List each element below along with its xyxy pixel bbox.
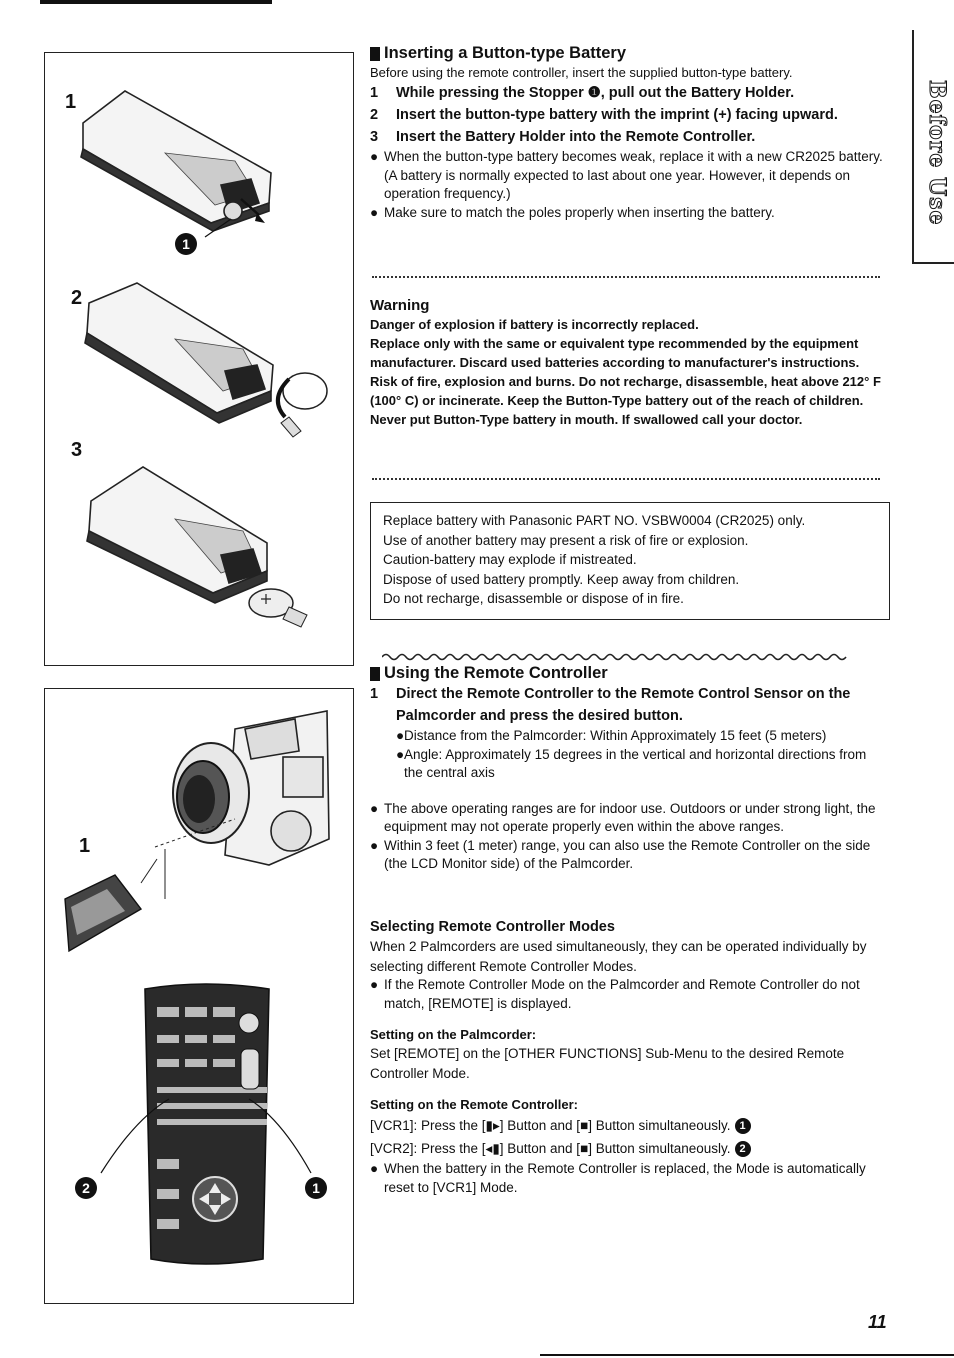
stopper-marker: 1 [175,233,197,255]
bullet-icon: ● [370,1161,379,1176]
dotted-divider [372,276,880,278]
bullet-icon: ● [396,728,405,743]
vcr1-instruction: [VCR1]: Press the [▮▸] Button and [■] Button simultaneously. 1 [370,1114,886,1137]
battery-step-2: 2 Insert the button-type battery with the imprint (+) facing upward. [370,107,838,123]
remote-step-bullet-1: ● Distance from the Palmcorder: Within Approximately 15 feet (5 meters) [396,727,886,746]
remote-usage-figure [44,688,354,1304]
warning-line-3: Risk of fire, explosion and burns. Do not recharge, disassemble, heat above 212° F (100° C) or incinerate. Keep the Button-Type battery out of the reach of children. Never put Button-Type battery in mouth. If swallowed call your doctor. [370,374,881,427]
side-tab [912,30,954,264]
vcr2-marker: 2 [75,1177,97,1199]
figure-step-2: 2 [71,287,83,309]
palmcorder-setting-text: Set [REMOTE] on the [OTHER FUNCTIONS] Sub-Menu to the desired Remote Controller Mode. [370,1046,845,1081]
caution-box [370,502,890,620]
remote-setting-title: Setting on the Remote Controller: [370,1097,578,1112]
section-marker-icon [370,667,380,681]
modes-bullet: ● If the Remote Controller Mode on the Palmcorder and Remote Controller do not match, [REMOTE] is displayed. [370,976,886,1013]
remote-section-title: Using the Remote Controller [370,664,886,683]
battery-bullet-2: ● Make sure to match the poles properly when inserting the battery. [370,204,886,223]
bullet-icon: ● [370,149,379,164]
remote-step-bullet-2: ● Angle: Approximately 15 degrees in the vertical and horizontal directions from the central axis [396,746,886,783]
caution-line-2: Use of another battery may present a risk of fire or explosion. [383,532,749,548]
warning-section [370,296,886,429]
modes-title: Selecting Remote Controller Modes [370,919,615,935]
vcr1-number-icon: 1 [735,1118,751,1134]
bullet-icon: ● [396,746,405,762]
camcorder-remote-illustration [45,689,353,1303]
bullet-icon: ● [370,800,379,816]
battery-insertion-figure [44,52,354,666]
vcr1-marker: 1 [305,1177,327,1199]
remote-section [370,664,886,874]
wavy-divider [382,652,870,662]
battery-bullet-1: ● When the button-type battery becomes weak, replace it with a new CR2025 battery. (A battery is normally expected to last about one year. However, it depends on operation frequency.) [370,148,886,204]
figure-step-3: 3 [71,439,83,461]
battery-step-1: 1 While pressing the Stopper ❶, pull out the Battery Holder. [370,85,795,101]
battery-section-title: Inserting a Button-type Battery [370,44,886,63]
modes-intro: When 2 Palmcorders are used simultaneously, they can be operated individually by selecting different Remote Controller Modes. [370,939,867,974]
remote-step-1-bullets [370,727,886,783]
bullet-icon: ● [370,837,379,853]
remote-battery-illustration [45,53,353,665]
warning-title: Warning [370,297,430,314]
vcr2-number-icon: 2 [735,1141,751,1157]
caution-line-4: Dispose of used battery promptly. Keep away from children. [383,571,740,587]
caution-line-1: Replace battery with Panasonic PART NO. VSBW0004 (CR2025) only. [383,513,806,528]
figure-step-1: 1 [65,91,77,113]
top-rule [40,0,272,4]
remote-step-1: 1 Direct the Remote Controller to the Remote Control Sensor on the Palmcorder and press the desired button. [370,686,851,724]
warning-line-2: Replace only with the same or equivalent type recommended by the equipment manufacturer. Discard used batteries according to manufacturer's instructions. [370,336,860,370]
battery-intro: Before using the remote controller, insert the supplied button-type battery. [370,65,793,80]
page-number: 11 [868,1312,887,1332]
figure-step-1b: 1 [79,835,91,857]
bottom-rule [540,1354,954,1356]
caution-line-3: Caution-battery may explode if mistreated. [383,552,637,567]
battery-step-3: 3 Insert the Battery Holder into the Remote Controller. [370,129,756,145]
dotted-divider [372,478,880,480]
remote-bullet-2: ● Within 3 feet (1 meter) range, you can also use the Remote Controller on the side (the LCD Monitor side) of the Palmcorder. [370,837,886,874]
side-tab-label: Before Use [924,80,950,226]
battery-section [370,44,886,222]
warning-line-1: Danger of explosion if battery is incorrectly replaced. [370,317,699,332]
bullet-icon: ● [370,204,379,220]
palmcorder-setting-title: Setting on the Palmcorder: [370,1027,537,1042]
mode-reset-bullet: ● When the battery in the Remote Controller is replaced, the Mode is automatically reset to [VCR1] Mode. [370,1160,886,1197]
modes-section [370,918,886,1197]
vcr2-instruction: [VCR2]: Press the [◂▮] Button and [■] Button simultaneously. 2 [370,1137,886,1160]
bullet-icon: ● [370,977,379,992]
section-marker-icon [370,47,380,61]
remote-bullet-1: ● The above operating ranges are for indoor use. Outdoors or under strong light, the equipment may not operate properly even within the above ranges. [370,800,886,837]
caution-line-5: Do not recharge, disassemble or dispose of in fire. [383,591,684,606]
